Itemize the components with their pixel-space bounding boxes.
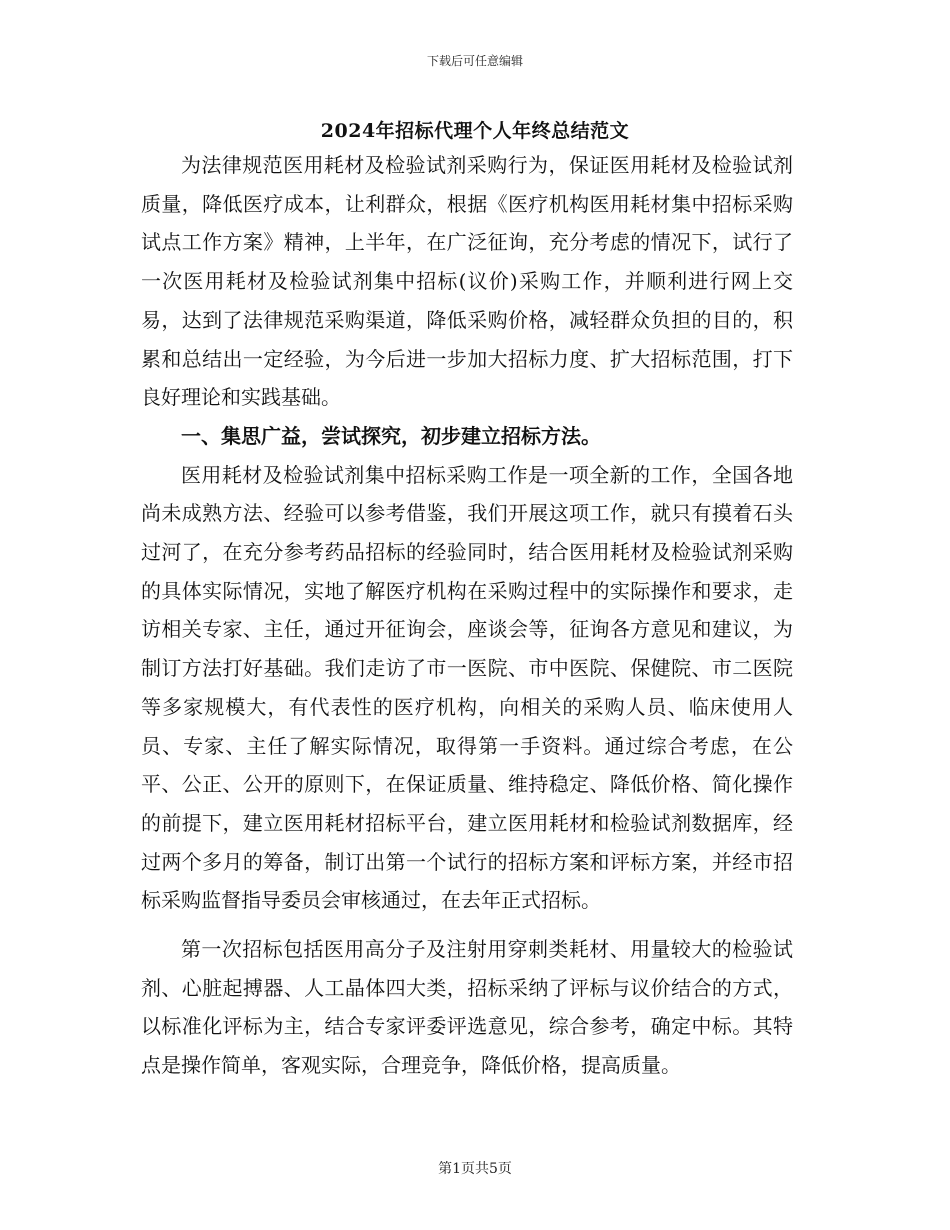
paragraph-intro: 为法律规范医用耗材及检验试剂采购行为，保证医用耗材及检验试剂质量，降低医疗成本，让利群众，根据《医疗机构医用耗材集中招标采购试点工作方案》精神，上半年，在广泛征询，充分考虑的情况下，试行了一次医用耗材及检验试剂集中招标(议价)采购工作，并顺利进行网上交易，达到了法律规范采购渠道，降低采购价格，减轻群众负担的目的，积累和总结出一定经验，为今后进一步加大招标力度、扩大招标范围，打下良好理论和实践基础。	[141, 153, 793, 410]
document-title: 2024年招标代理个人年终总结范文	[320, 120, 630, 142]
page-footer: 第1页共5页	[438, 1161, 512, 1177]
paragraph-method: 医用耗材及检验试剂集中招标采购工作是一项全新的工作，全国各地尚未成熟方法、经验可以参考借鉴，我们开展这项工作，就只有摸着石头过河了，在充分参考药品招标的经验同时，结合医用耗材及检验试剂采购的具体实际情况，实地了解医疗机构在采购过程中的实际操作和要求，走访相关专家、主任，通过开征询会，座谈会等，征询各方意见和建议，为制订方法打好基础。我们走访了市一医院、市中医院、保健院、市二医院等多家规模大，有代表性的医疗机构，向相关的采购人员、临床使用人员、专家、主任了解实际情况，取得第一手资料。通过综合考虑，在公平、公正、公开的原则下，在保证质量、维持稳定、降低价格、简化操作的前提下，建立医用耗材招标平台，建立医用耗材和检验试剂数据库，经过两个多月的筹备，制订出第一个试行的招标方案和评标方案，并经市招标采购监督指导委员会审核通过，在去年正式招标。	[141, 462, 793, 913]
header-note: 下载后可任意编辑	[426, 54, 523, 68]
paragraph-first-tender: 第一次招标包括医用高分子及注射用穿刺类耗材、用量较大的检验试剂、心脏起搏器、人工晶体四大类，招标采纳了评标与议价结合的方式，以标准化评标为主，结合专家评委评选意见，综合参考，确定中标。其特点是操作简单，客观实际，合理竞争，降低价格，提高质量。	[141, 937, 793, 1078]
section-heading-1: 一、集思广益，尝试探究，初步建立招标方法。	[181, 423, 601, 448]
document-body	[141, 146, 793, 1085]
